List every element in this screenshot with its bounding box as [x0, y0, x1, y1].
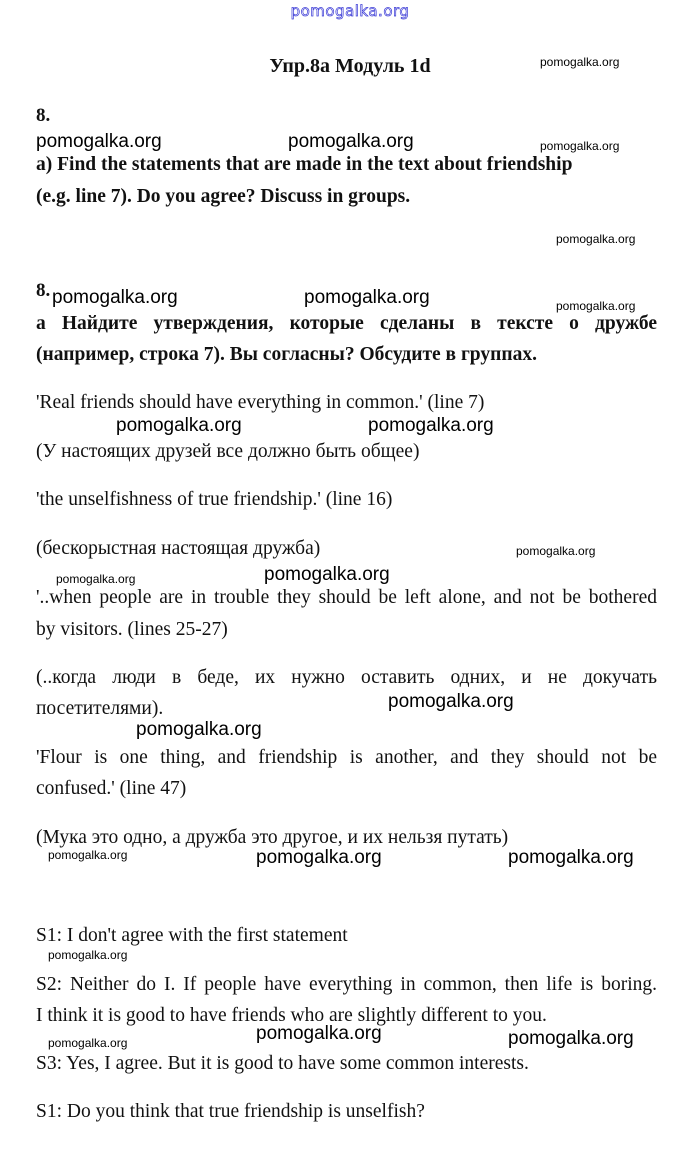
watermark: pomogalka.org: [48, 948, 128, 962]
watermark: pomogalka.org: [540, 55, 620, 69]
watermark: pomogalka.org: [516, 544, 596, 558]
task-russian-line1: а Найдите утверждения, которые сделаны в тексте о дружбе: [36, 313, 657, 334]
dialogue-s3: S3: Yes, I agree. But it is good to have some common interests.: [36, 1053, 529, 1074]
watermark: pomogalka.org: [56, 572, 136, 586]
statement-1-ru: (У настоящих друзей все должно быть общее): [36, 441, 420, 462]
watermark: pomogalka.org: [304, 287, 430, 308]
statement-3-en-line2: by visitors. (lines 25-27): [36, 619, 228, 640]
dialogue-s1b: S1: Do you think that true friendship is unselfish?: [36, 1101, 425, 1122]
page-title: Упр.8а Модуль 1d: [269, 55, 431, 77]
statement-4-ru: (Мука это одно, а дружба это другое, и их нельзя путать): [36, 827, 509, 848]
task-russian-line2: (например, строка 7). Вы согласны? Обсудите в группах.: [36, 344, 537, 365]
watermark: pomogalka.org: [508, 1028, 634, 1049]
watermark: pomogalka.org: [264, 564, 390, 585]
watermark: pomogalka.org: [48, 1036, 128, 1050]
dialogue-s1: S1: I don't agree with the first statement: [36, 925, 348, 946]
watermark: pomogalka.org: [556, 232, 636, 246]
watermark: pomogalka.org: [116, 415, 242, 436]
watermark: pomogalka.org: [256, 847, 382, 868]
watermark: pomogalka.org: [508, 847, 634, 868]
watermark: pomogalka.org: [136, 719, 262, 740]
statement-2-en: 'the unselfishness of true friendship.' (line 16): [36, 489, 393, 510]
task-english-line2: (e.g. line 7). Do you agree? Discuss in groups.: [36, 186, 411, 207]
watermark: pomogalka.org: [36, 131, 162, 152]
watermark: pomogalka.org: [368, 415, 494, 436]
task-english-line1: a) Find the statements that are made in the text about friendship: [36, 154, 573, 175]
watermark: pomogalka.org: [48, 848, 128, 862]
watermark: pomogalka.org: [288, 131, 414, 152]
statement-4-en-line1: 'Flour is one thing, and friendship is another, and they should not be: [36, 747, 657, 768]
site-link[interactable]: pomogalka.org: [290, 2, 410, 20]
statement-3-ru-line2: посетителями).: [36, 698, 164, 719]
statement-4-en-line2: confused.' (line 47): [36, 778, 187, 799]
exercise-number: 8.: [36, 105, 51, 126]
statement-3-en-line1: '..when people are in trouble they should be left alone, and not be bothered: [36, 587, 657, 608]
watermark: pomogalka.org: [52, 287, 178, 308]
watermark: pomogalka.org: [540, 139, 620, 153]
watermark: pomogalka.org: [556, 299, 636, 313]
statement-3-ru-line1: (..когда люди в беде, их нужно оставить одних, и не докучать: [36, 667, 657, 688]
statement-1-en: 'Real friends should have everything in common.' (line 7): [36, 392, 485, 413]
dialogue-s2-line2: I think it is good to have friends who are slightly different to you.: [36, 1005, 547, 1026]
watermark: pomogalka.org: [388, 691, 514, 712]
statement-2-ru: (бескорыстная настоящая дружба): [36, 538, 321, 559]
exercise-number-ru: 8.: [36, 280, 51, 301]
dialogue-s2-line1: S2: Neither do I. If people have everything in common, then life is boring.: [36, 974, 657, 995]
watermark: pomogalka.org: [256, 1023, 382, 1044]
